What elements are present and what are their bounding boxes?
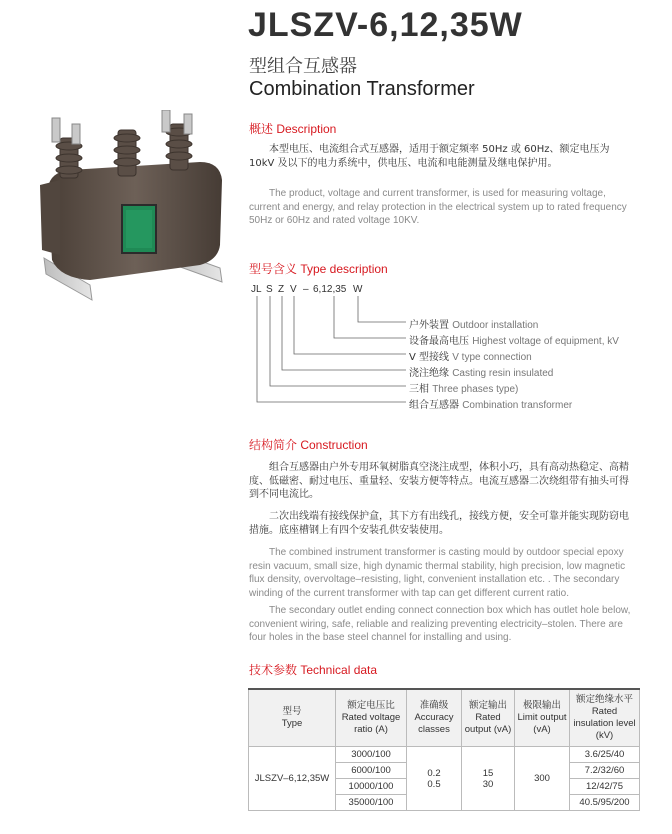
type-code-leader-lines <box>248 296 408 412</box>
section-description-heading: 概述 Description <box>249 122 337 136</box>
code-part-z: Z <box>278 284 285 295</box>
cell-ratio: 10000/100 <box>336 779 407 795</box>
description-chinese: 本型电压、电流组合式互感器，适用于额定频率 50Hz 或 60Hz、额定电压为 10kV 及以下的电力系统中，供电压、电流和电能测量及继电保护用。 <box>249 144 610 169</box>
subtitle-chinese: 型组合互感器 <box>249 56 357 77</box>
construction-english-1: The combined instrument transformer is casting mould by outdoor special epoxy resin vacuum, small size, high dynamic thermal stability, high precision, low magnetic flux density, overvoltage–resisting, light, convenient installation etc. . The secondary winding of the current transformer with tap can get different current ratio. <box>249 547 626 599</box>
code-part-jl: JL <box>251 284 262 295</box>
technical-data-table <box>248 688 640 811</box>
section-type-heading: 型号含义 Type description <box>249 262 388 276</box>
code-part-dash: – <box>303 284 309 295</box>
cell-insulation: 7.2/32/60 <box>570 763 640 779</box>
col-type: 型号 Type <box>249 689 336 747</box>
code-part-w: W <box>353 284 363 295</box>
section-construction-heading: 结构简介 Construction <box>249 438 368 452</box>
col-limit-output: 极限输出 Limit output (vA) <box>515 689 570 747</box>
construction-english-2: The secondary outlet ending connect connection box which has outlet hole below, convenient wiring, safe, reliable and realizing preventing electricity–stolen. There are four holes in the base steel channel for installing and using. <box>249 605 631 643</box>
cell-type: JLSZV–6,12,35W <box>249 747 336 811</box>
table-header-row <box>249 689 640 747</box>
code-meaning-z: 浇注绝缘 Casting resin insulated <box>409 368 554 379</box>
code-meaning-voltage: 设备最高电压 Highest voltage of equipment, kV <box>409 336 619 347</box>
description-english: The product, voltage and current transformer, is used for measuring voltage, current and energy, and relay protection in the electrical system up to rated frequency 50Hz or 60Hz and rated voltage 10KV. <box>249 188 627 226</box>
cell-insulation: 3.6/25/40 <box>570 747 640 763</box>
cell-ratio: 35000/100 <box>336 795 407 811</box>
col-rated-output: 额定输出 Rated output (vA) <box>462 689 515 747</box>
cell-accuracy: 0.2 0.5 <box>407 747 462 811</box>
cell-ratio: 3000/100 <box>336 747 407 763</box>
section-technical-heading: 技术参数 Technical data <box>249 663 378 677</box>
product-photo <box>30 110 242 310</box>
code-meaning-jl: 组合互感器 Combination transformer <box>409 400 573 411</box>
construction-chinese-1: 组合互感器由户外专用环氧树脂真空浇注成型，体积小巧，具有高动热稳定、高精度、低磁密、耐过电压、重量轻、安装方便等特点。电流互感器二次绕组带有抽头可得到不同电流比。 <box>249 462 629 500</box>
code-part-v: V <box>290 284 297 295</box>
col-insulation: 额定绝缘水平 Rated insulation level (kV) <box>570 689 640 747</box>
subtitle-english: Combination Transformer <box>249 78 475 100</box>
col-accuracy: 准确级 Accuracy classes <box>407 689 462 747</box>
code-part-voltage: 6,12,35 <box>313 284 347 295</box>
table-row <box>249 747 640 763</box>
construction-chinese-2: 二次出线端有接线保护盒，其下方有出线孔，接线方便，安全可靠并能实现防窃电措施。底座槽钢上有四个安装孔供安装使用。 <box>249 511 629 536</box>
cell-rated-output: 15 30 <box>462 747 515 811</box>
cell-ratio: 6000/100 <box>336 763 407 779</box>
code-part-s: S <box>266 284 273 295</box>
product-title: JLSZV-6,12,35W <box>248 6 523 44</box>
code-meaning-s: 三相 Three phases type) <box>409 384 519 395</box>
code-meaning-v: V 型接线 V type connection <box>409 352 532 363</box>
cell-insulation: 40.5/95/200 <box>570 795 640 811</box>
col-ratio: 额定电压比 Rated voltage ratio (A) <box>336 689 407 747</box>
cell-insulation: 12/42/75 <box>570 779 640 795</box>
code-meaning-w: 户外装置 Outdoor installation <box>409 320 539 331</box>
cell-limit-output: 300 <box>515 747 570 811</box>
